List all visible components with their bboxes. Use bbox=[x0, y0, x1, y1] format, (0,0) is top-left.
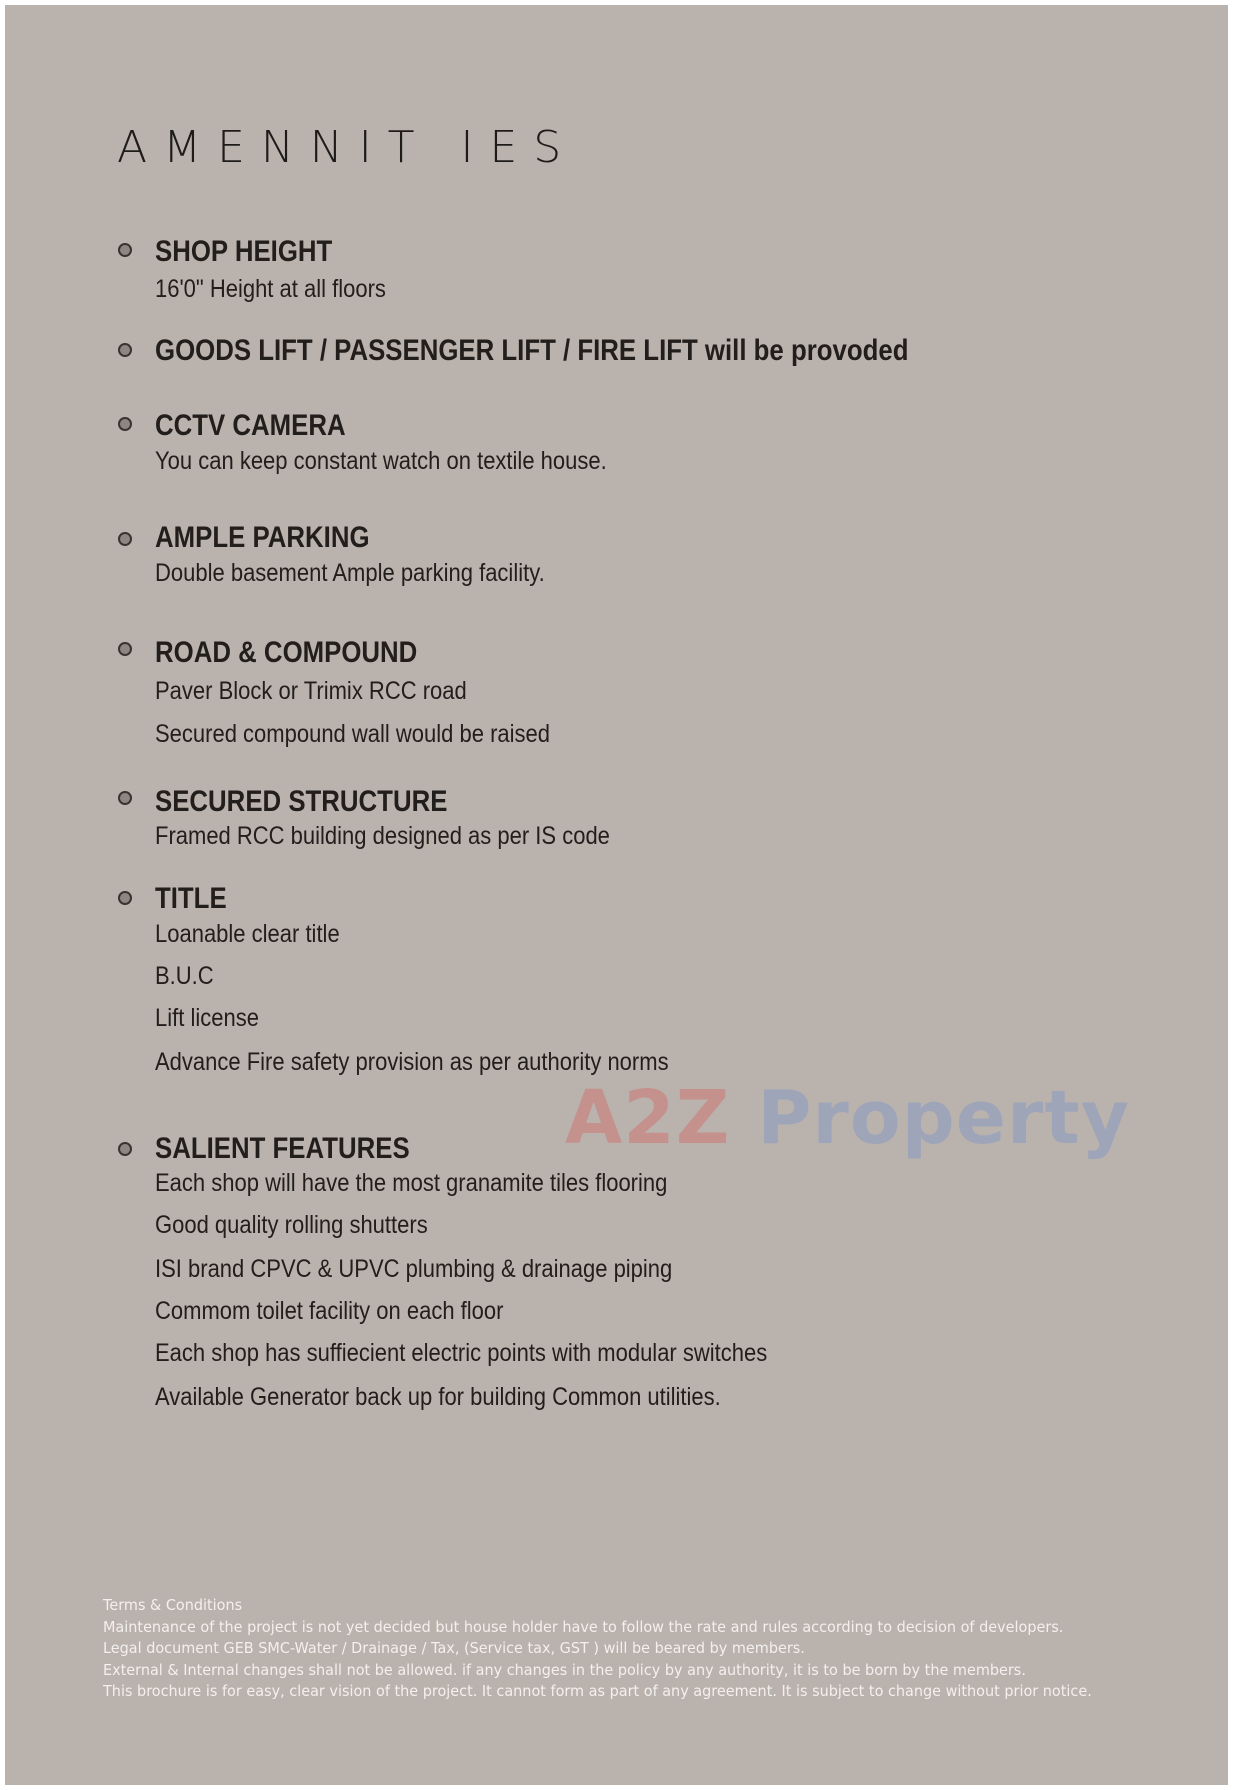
amenity-detail: Loanable clear title bbox=[155, 920, 340, 948]
amenity-detail: Lift license bbox=[155, 1004, 259, 1032]
amenity-detail: ISI brand CPVC & UPVC plumbing & drainage piping bbox=[155, 1255, 673, 1283]
watermark-part2: Property bbox=[757, 1075, 1131, 1161]
amenity-detail: Framed RCC building designed as per IS code bbox=[155, 822, 610, 850]
terms-and-conditions bbox=[103, 1595, 1163, 1703]
terms-line: Maintenance of the project is not yet decided but house holder have to follow the rate and rules according to decision of developers. bbox=[103, 1617, 1064, 1636]
amenity-detail: Each shop will have the most granamite tiles flooring bbox=[155, 1169, 668, 1197]
amenity-heading: ROAD & COMPOUND bbox=[155, 636, 418, 669]
amenity-detail: Available Generator back up for building Common utilities. bbox=[155, 1383, 721, 1411]
amenity-detail: Advance Fire safety provision as per authority norms bbox=[155, 1048, 669, 1076]
amenity-detail: You can keep constant watch on textile house. bbox=[155, 447, 607, 475]
amenity-heading: AMPLE PARKING bbox=[155, 521, 370, 554]
amenity-detail: Secured compound wall would be raised bbox=[155, 720, 551, 748]
amenity-detail: Commom toilet facility on each floor bbox=[155, 1297, 504, 1325]
amenity-detail: Each shop has suffiecient electric points with modular switches bbox=[155, 1339, 768, 1367]
amenity-detail: B.U.C bbox=[155, 962, 214, 990]
watermark-part1: A2Z bbox=[565, 1075, 731, 1161]
page-title: AMENNIT IES bbox=[117, 122, 578, 173]
amenity-heading: SECURED STRUCTURE bbox=[155, 785, 448, 818]
bullet-icon bbox=[118, 791, 132, 805]
amenity-detail: Good quality rolling shutters bbox=[155, 1211, 428, 1239]
amenity-heading: SALIENT FEATURES bbox=[155, 1132, 410, 1165]
amenity-detail: 16'0" Height at all floors bbox=[155, 275, 386, 303]
terms-line: External & Internal changes shall not be allowed. if any changes in the policy by any authority, it is to be born by the members. bbox=[103, 1660, 1026, 1679]
bullet-icon bbox=[118, 891, 132, 905]
amenity-detail: Paver Block or Trimix RCC road bbox=[155, 677, 467, 705]
amenity-heading: TITLE bbox=[155, 882, 227, 915]
amenity-heading: GOODS LIFT / PASSENGER LIFT / FIRE LIFT will be provoded bbox=[155, 334, 909, 367]
bullet-icon bbox=[118, 417, 132, 431]
bullet-icon bbox=[118, 532, 132, 546]
bullet-icon bbox=[118, 243, 132, 257]
bullet-icon bbox=[118, 642, 132, 656]
bullet-icon bbox=[118, 1142, 132, 1156]
terms-title: Terms & Conditions bbox=[103, 1596, 243, 1614]
amenity-heading: CCTV CAMERA bbox=[155, 409, 346, 442]
terms-line: This brochure is for easy, clear vision of the project. It cannot form as part of any agreement. It is subject to change without prior notice. bbox=[103, 1682, 1092, 1700]
amenity-heading: SHOP HEIGHT bbox=[155, 235, 333, 268]
amenity-detail: Double basement Ample parking facility. bbox=[155, 559, 545, 587]
terms-line: Legal document GEB SMC-Water / Drainage / Tax, (Service tax, GST ) will be beared by members. bbox=[103, 1639, 805, 1657]
bullet-icon bbox=[118, 343, 132, 357]
